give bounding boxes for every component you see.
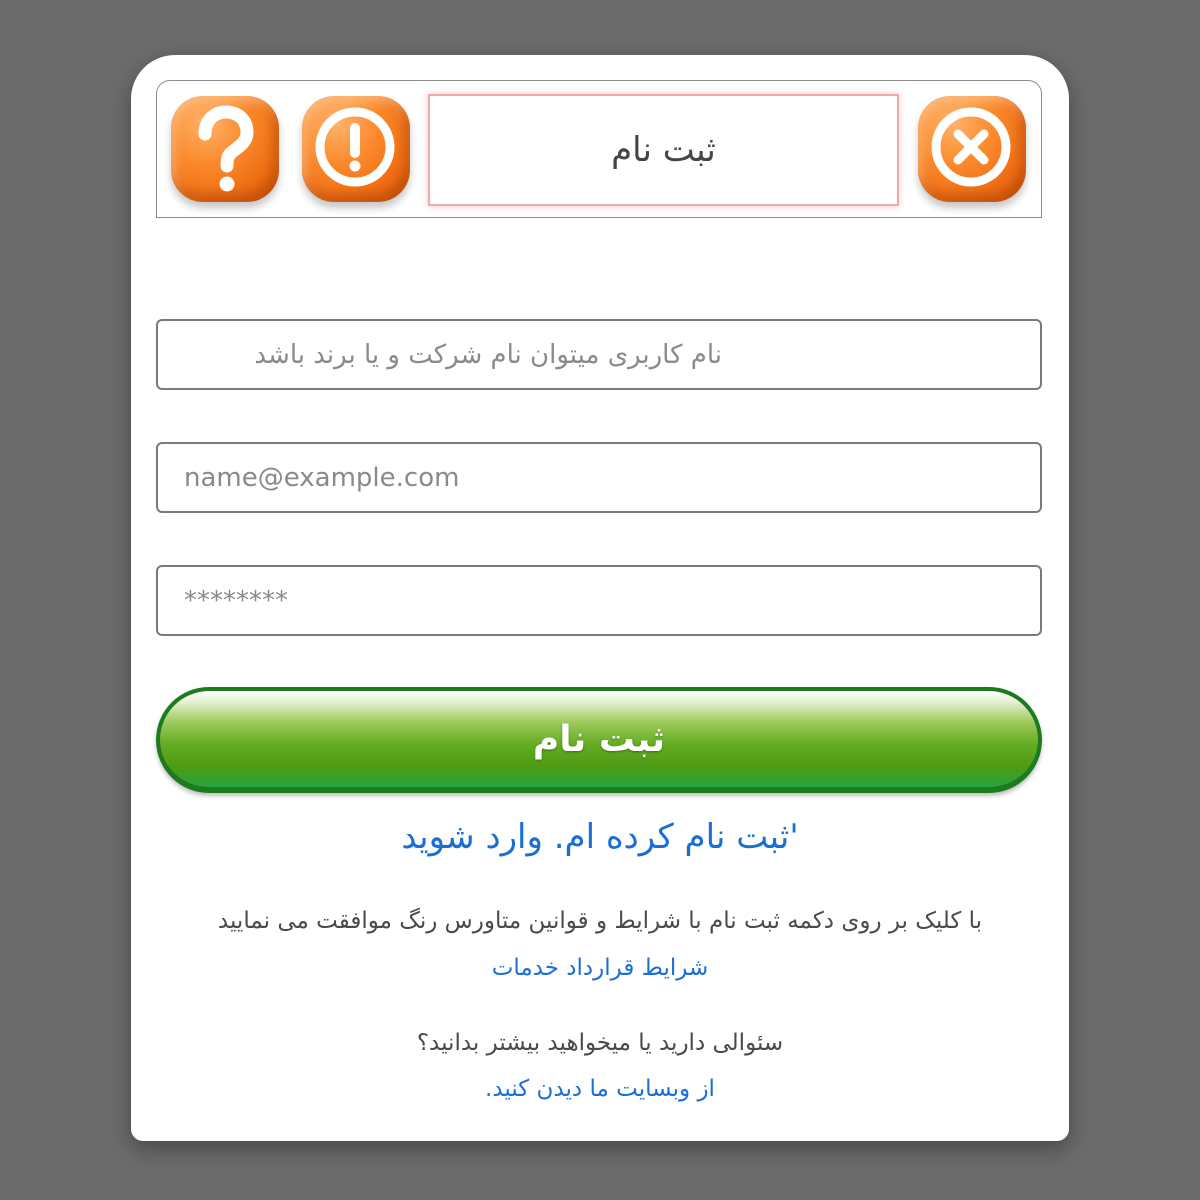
password-input[interactable] [156, 565, 1042, 636]
email-input[interactable] [156, 442, 1042, 513]
question-mark-icon [171, 96, 279, 202]
website-link[interactable]: از وبسایت ما دیدن کنید. [485, 1076, 715, 1102]
header-bar [156, 80, 1042, 218]
exclamation-icon [302, 96, 410, 202]
close-x-icon [918, 96, 1026, 202]
terms-notice: با کلیک بر روی دکمه ثبت نام با شرایط و قوانین متاورس رنگ موافقت می نمایید [217, 908, 983, 934]
terms-link[interactable]: شرایط قرارداد خدمات [491, 955, 709, 981]
question-text: سئوالی دارید یا میخواهید بیشتر بدانید؟ [416, 1030, 784, 1056]
signup-card [131, 55, 1069, 1141]
signup-submit-button[interactable] [156, 687, 1042, 793]
title-box [428, 94, 899, 206]
alert-button[interactable] [302, 96, 410, 202]
username-input[interactable] [156, 319, 1042, 390]
page-title: ثبت نام [611, 130, 716, 170]
help-button[interactable] [171, 96, 279, 202]
signup-submit-label: ثبت نام [532, 718, 666, 760]
login-link[interactable]: 'ثبت نام کرده ام. وارد شوید [401, 817, 799, 857]
close-button[interactable] [918, 96, 1026, 202]
